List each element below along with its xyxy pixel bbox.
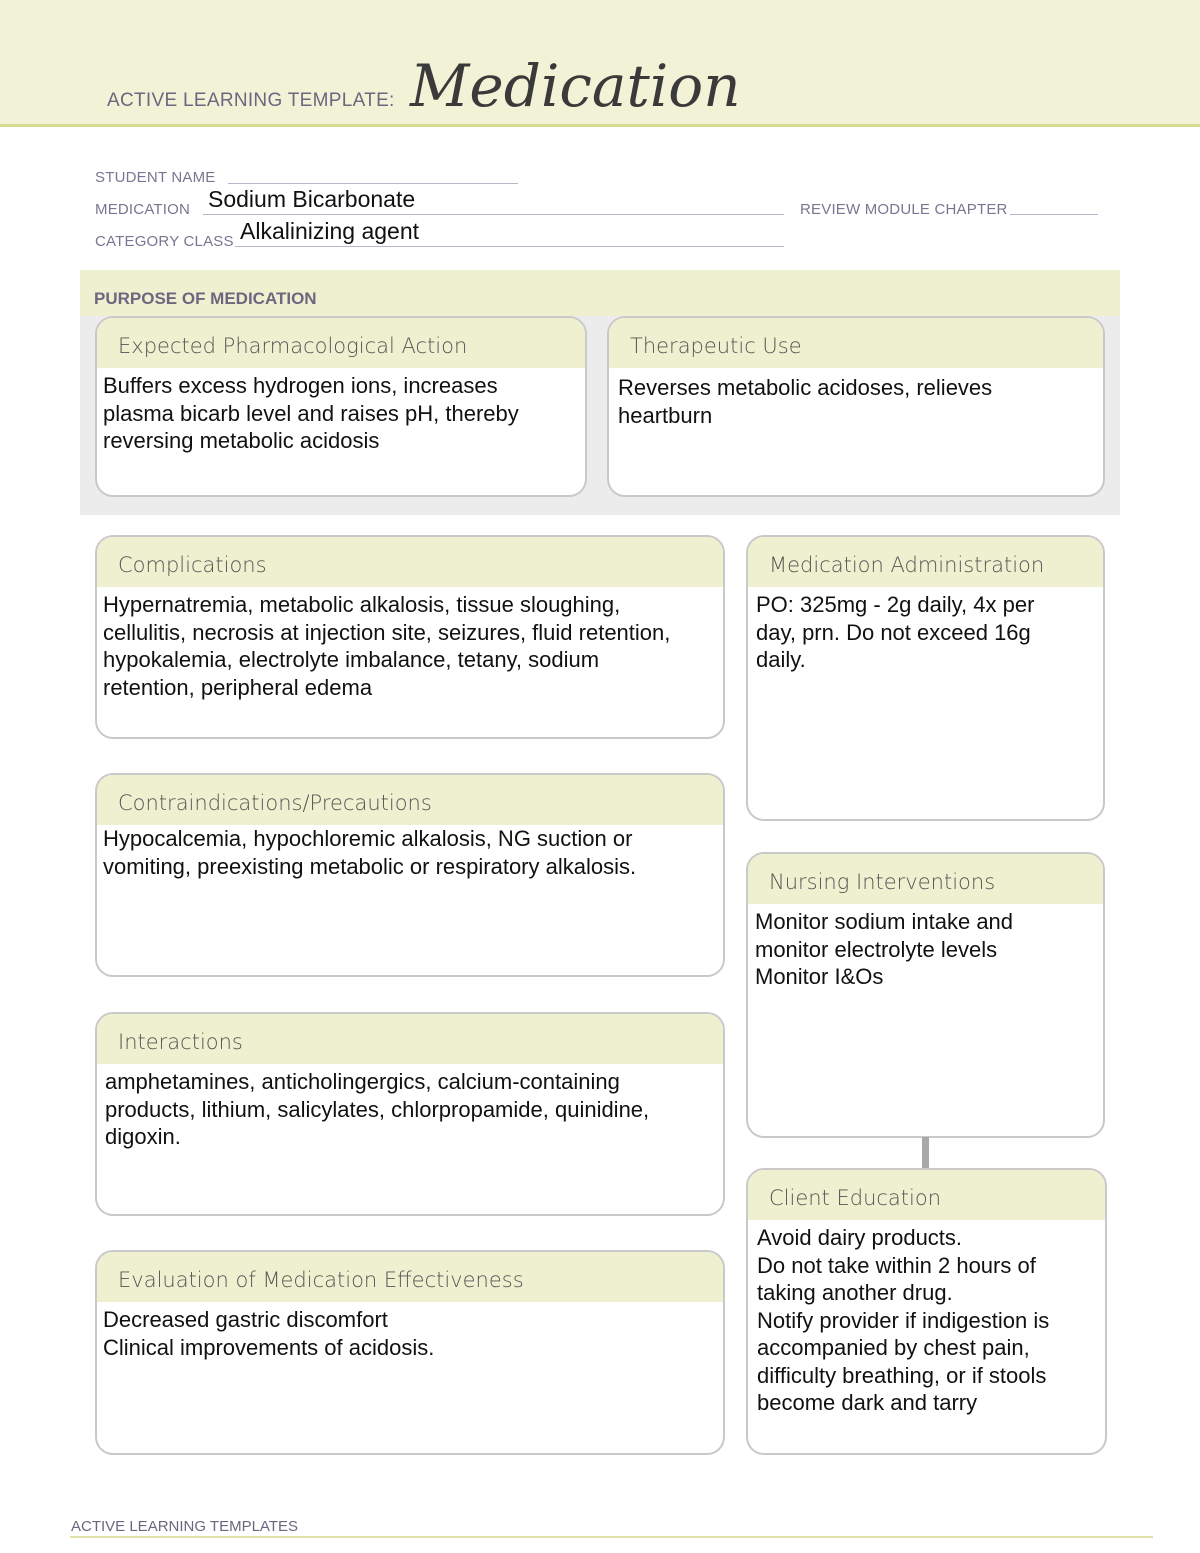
complications-box[interactable] bbox=[95, 535, 725, 739]
student-name-label: STUDENT NAME bbox=[95, 169, 216, 186]
contraindications-box[interactable] bbox=[95, 773, 725, 977]
nursing-interventions-box[interactable] bbox=[746, 852, 1105, 1138]
category-class-value: Alkalinizing agent bbox=[240, 218, 420, 244]
footer-divider bbox=[70, 1536, 1153, 1538]
review-module-field[interactable] bbox=[1010, 214, 1098, 215]
student-name-field[interactable] bbox=[228, 162, 518, 184]
interactions-box[interactable] bbox=[95, 1012, 725, 1216]
box-title: Contraindications/Precautions bbox=[97, 775, 723, 825]
medication-value: Sodium Bicarbonate bbox=[208, 186, 416, 212]
box-body: Monitor sodium intake and monitor electrolyte levels Monitor I&Os bbox=[755, 909, 1014, 989]
box-title: Therapeutic Use bbox=[609, 318, 1103, 368]
category-class-label: CATEGORY CLASS bbox=[95, 233, 234, 250]
box-body: Decreased gastric discomfort Clinical improvements of acidosis. bbox=[103, 1307, 435, 1360]
box-body: Reverses metabolic acidoses, relieves heartburn bbox=[618, 375, 993, 428]
box-title: Complications bbox=[97, 537, 723, 587]
box-body: Avoid dairy products. Do not take within 2 hours of taking another drug. Notify provider if indigestion is accompanied by chest pain, difficulty breathing, or if stools become dark and tarry bbox=[757, 1225, 1050, 1415]
box-title: Nursing Interventions bbox=[748, 854, 1103, 904]
expected-action-box[interactable] bbox=[95, 316, 587, 497]
footer-label: ACTIVE LEARNING TEMPLATES bbox=[71, 1518, 298, 1535]
box-title: Evaluation of Medication Effectiveness bbox=[97, 1252, 723, 1302]
category-class-field[interactable] bbox=[235, 246, 784, 247]
administration-box[interactable] bbox=[746, 535, 1105, 821]
box-body: amphetamines, anticholingergics, calcium-containing products, lithium, salicylates, chlorpropamide, quinidine, digoxin. bbox=[105, 1069, 650, 1149]
connector-line bbox=[922, 1137, 929, 1168]
medication-label: MEDICATION bbox=[95, 201, 191, 218]
medication-field[interactable] bbox=[203, 214, 784, 215]
client-education-box[interactable] bbox=[746, 1168, 1107, 1455]
box-body: Buffers excess hydrogen ions, increases plasma bicarb level and raises pH, thereby reversing metabolic acidosis bbox=[103, 373, 519, 453]
template-label: ACTIVE LEARNING TEMPLATE: bbox=[107, 90, 395, 111]
box-title: Medication Administration bbox=[748, 537, 1103, 587]
evaluation-box[interactable] bbox=[95, 1250, 725, 1455]
box-body: Hypocalcemia, hypochloremic alkalosis, NG suction or vomiting, preexisting metabolic or respiratory alkalosis. bbox=[103, 826, 637, 879]
box-title: Expected Pharmacological Action bbox=[97, 318, 585, 368]
review-module-label: REVIEW MODULE CHAPTER bbox=[800, 201, 1008, 218]
template-header bbox=[0, 0, 1200, 127]
box-body: Hypernatremia, metabolic alkalosis, tissue sloughing, cellulitis, necrosis at injection site, seizures, fluid retention, hypokalemia, electrolyte imbalance, tetany, sodium retention, peripheral edema bbox=[103, 592, 671, 700]
box-title: Client Education bbox=[748, 1170, 1105, 1220]
box-body: PO: 325mg - 2g daily, 4x per day, prn. Do not exceed 16g daily. bbox=[756, 592, 1035, 672]
purpose-label: PURPOSE OF MEDICATION bbox=[94, 289, 317, 308]
box-title: Interactions bbox=[97, 1014, 723, 1064]
template-title: Medication bbox=[410, 52, 741, 120]
therapeutic-use-box[interactable] bbox=[607, 316, 1105, 497]
